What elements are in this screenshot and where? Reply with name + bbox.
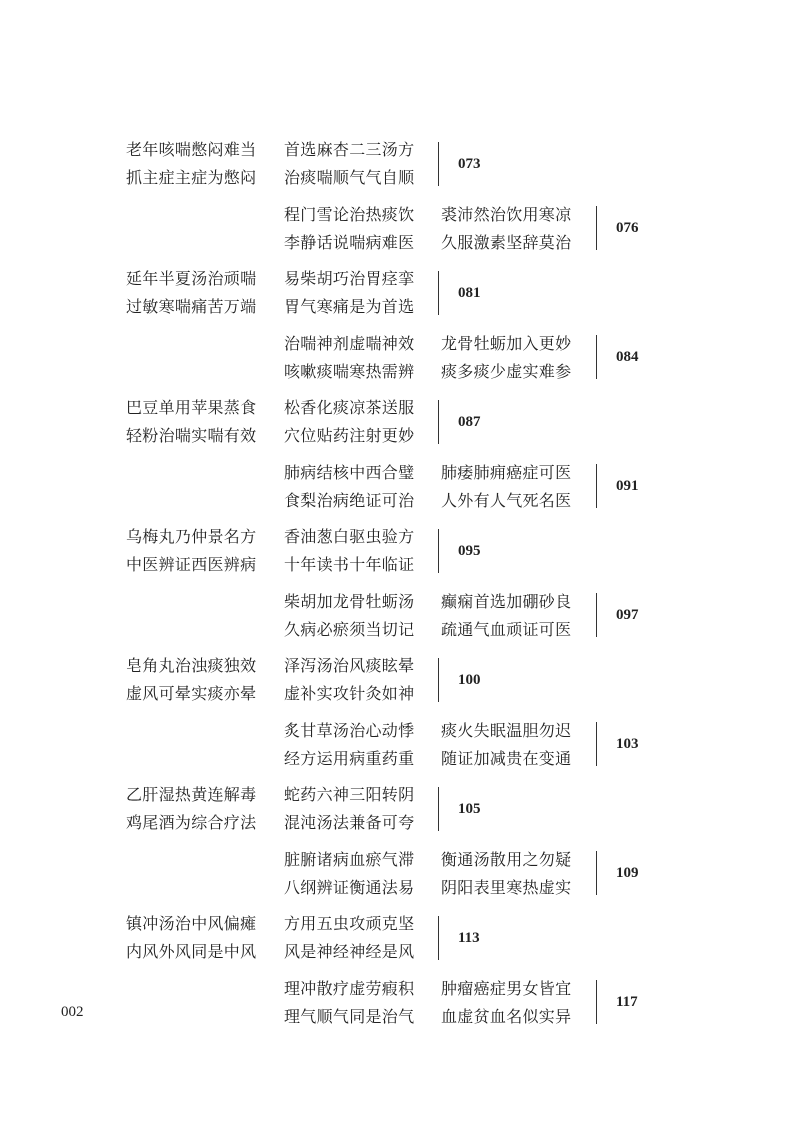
entry-5-page-number: 087 xyxy=(458,414,481,430)
entry-5-heading: 巴豆单用苹果蒸食 轻粉治喘实喘有效 xyxy=(126,398,257,445)
entry-13-divider xyxy=(438,916,439,960)
entry-8-title-a: 柴胡加龙骨牡蛎汤 久病必瘀须当切记 xyxy=(284,592,415,639)
entry-6-title-a: 肺病结核中西合璧 食梨治病绝证可治 xyxy=(284,463,415,510)
entry-8-divider xyxy=(596,593,597,637)
entry-11-divider xyxy=(438,787,439,831)
entry-4-page-number: 084 xyxy=(616,349,639,365)
entry-12-divider xyxy=(596,851,597,895)
entry-10-title-b: 痰火失眠温胆勿迟 随证加减贵在变通 xyxy=(441,721,572,768)
entry-3-title: 易柴胡巧治胃痉挛 胃气寒痛是为首选 xyxy=(284,269,415,316)
entry-5-divider xyxy=(438,400,439,444)
entry-6-divider xyxy=(596,464,597,508)
entry-13-title: 方用五虫攻顽克坚 风是神经神经是风 xyxy=(284,914,415,961)
entry-12-page-number: 109 xyxy=(616,865,639,881)
entry-8-page-number: 097 xyxy=(616,607,639,623)
entry-7-divider xyxy=(438,529,439,573)
entry-3-divider xyxy=(438,271,439,315)
entry-14-page-number: 117 xyxy=(616,994,638,1010)
entry-10-divider xyxy=(596,722,597,766)
entry-14-divider xyxy=(596,980,597,1024)
entry-4-title-b: 龙骨牡蛎加入更妙 痰多痰少虚实难参 xyxy=(441,334,572,381)
entry-1-title: 首选麻杏二三汤方 治痰喘顺气气自顺 xyxy=(284,140,415,187)
entry-14-title-a: 理冲散疗虚劳瘕积 理气顺气同是治气 xyxy=(284,979,415,1026)
entry-3-heading: 延年半夏汤治顽喘 过敏寒喘痛苦万端 xyxy=(126,269,257,316)
entry-7-page-number: 095 xyxy=(458,543,481,559)
entry-9-title: 泽泻汤治风痰眩晕 虚补实攻针灸如神 xyxy=(284,656,415,703)
entry-1-page-number: 073 xyxy=(458,156,481,172)
entry-3-page-number: 081 xyxy=(458,285,481,301)
entry-1-heading: 老年咳喘憋闷难当 抓主症主症为憋闷 xyxy=(126,140,257,187)
entry-14-title-b: 肿瘤癌症男女皆宜 血虚贫血名似实异 xyxy=(441,979,572,1026)
entry-4-divider xyxy=(596,335,597,379)
entry-8-title-b: 癫痫首选加硼砂良 疏通气血顽证可医 xyxy=(441,592,572,639)
entry-11-page-number: 105 xyxy=(458,801,481,817)
entry-2-divider xyxy=(596,206,597,250)
entry-9-heading: 皂角丸治浊痰独效 虚风可晕实痰亦晕 xyxy=(126,656,257,703)
entry-7-heading: 乌梅丸乃仲景名方 中医辨证西医辨病 xyxy=(126,527,257,574)
entry-9-page-number: 100 xyxy=(458,672,481,688)
entry-12-title-a: 脏腑诸病血瘀气滞 八纲辨证衡通法易 xyxy=(284,850,415,897)
entry-13-heading: 镇冲汤治中风偏瘫 内风外风同是中风 xyxy=(126,914,257,961)
entry-11-title: 蛇药六神三阳转阴 混沌汤法兼备可夸 xyxy=(284,785,415,832)
entry-2-title-a: 程门雪论治热痰饮 李静话说喘病难医 xyxy=(284,205,415,252)
entry-13-page-number: 113 xyxy=(458,930,480,946)
entry-10-title-a: 炙甘草汤治心动悸 经方运用病重药重 xyxy=(284,721,415,768)
entry-10-page-number: 103 xyxy=(616,736,639,752)
entry-6-title-b: 肺痿肺痈癌症可医 人外有人气死名医 xyxy=(441,463,572,510)
entry-2-page-number: 076 xyxy=(616,220,639,236)
entry-9-divider xyxy=(438,658,439,702)
page-number: 002 xyxy=(61,1004,84,1020)
entry-1-divider xyxy=(438,142,439,186)
entry-5-title: 松香化痰凉茶送服 穴位贴药注射更妙 xyxy=(284,398,415,445)
entry-6-page-number: 091 xyxy=(616,478,639,494)
entry-12-title-b: 衡通汤散用之勿疑 阴阳表里寒热虚实 xyxy=(441,850,572,897)
entry-4-title-a: 治喘神剂虚喘神效 咳嗽痰喘寒热需辨 xyxy=(284,334,415,381)
entry-11-heading: 乙肝湿热黄连解毒 鸡尾酒为综合疗法 xyxy=(126,785,257,832)
entry-2-title-b: 裘沛然治饮用寒凉 久服激素坚辞莫治 xyxy=(441,205,572,252)
entry-7-title: 香油葱白驱虫验方 十年读书十年临证 xyxy=(284,527,415,574)
